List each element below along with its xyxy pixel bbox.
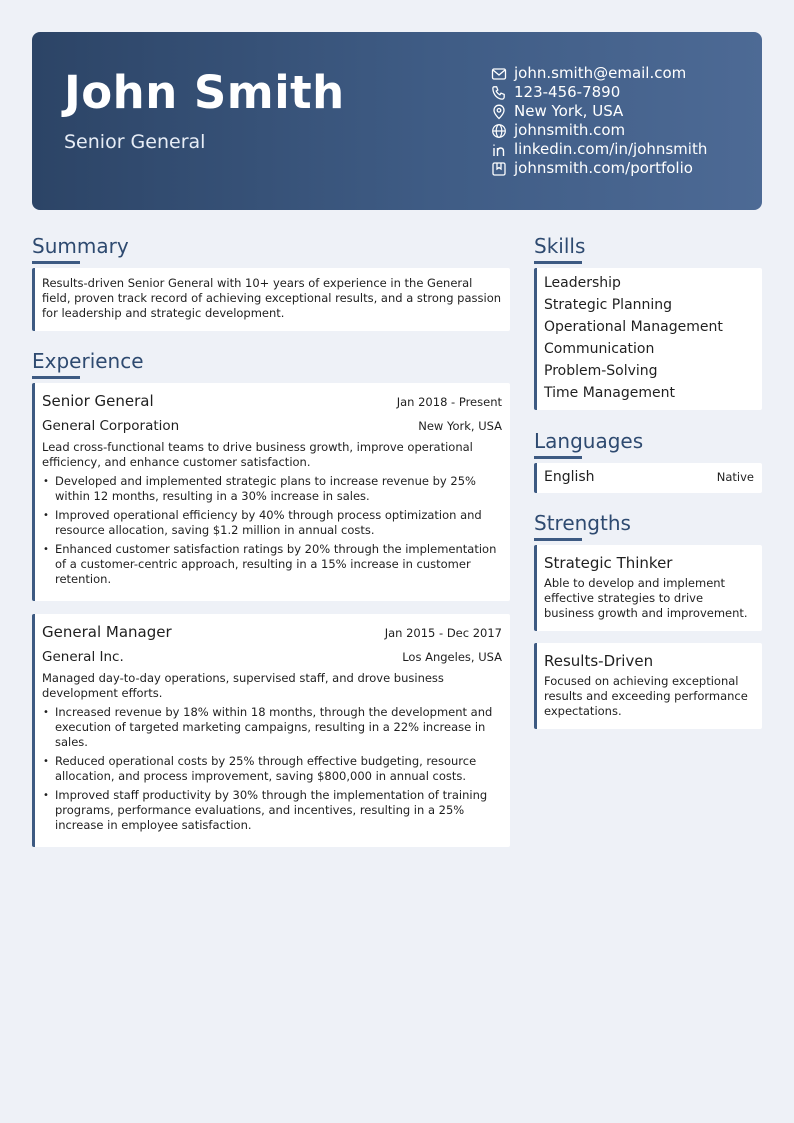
skill-item: Communication — [544, 341, 655, 357]
language-level: Native — [716, 470, 754, 484]
summary-heading-rule — [32, 261, 80, 264]
strength-description: Able to develop and implement effective strategies to drive business growth and improvement. — [544, 576, 748, 620]
skills-list — [534, 268, 762, 410]
job-title: Senior General — [42, 392, 154, 410]
skills-heading: Skills — [534, 234, 586, 258]
contact-phone[interactable] — [490, 83, 707, 102]
contact-location-text: New York, USA — [514, 102, 624, 120]
phone-icon — [490, 84, 507, 101]
job-description: Managed day-to-day operations, supervised staff, and drove business development efforts. — [42, 671, 444, 700]
location-icon — [490, 103, 507, 120]
job-location: Los Angeles, USA — [402, 650, 502, 664]
contact-portfolio-text: johnsmith.com/portfolio — [514, 159, 693, 177]
portfolio-icon — [490, 160, 507, 177]
contact-website-text: johnsmith.com — [514, 121, 626, 139]
job-bullets — [42, 705, 502, 833]
job-bullets — [42, 474, 502, 587]
job-description: Lead cross-functional teams to drive business growth, improve operational efficiency, and enhance customer satisfaction. — [42, 440, 473, 469]
skill-item: Problem-Solving — [544, 363, 658, 379]
job-bullet: • Increased revenue by 18% within 18 months, through the development and execution of targeted marketing campaigns, resulting in a 22% increase in sales. — [42, 705, 502, 750]
linkedin-icon — [490, 141, 507, 158]
language-item — [534, 463, 762, 493]
job-entry — [32, 614, 510, 847]
summary-text: Results-driven Senior General with 10+ years of experience in the General field, proven track record of achieving exceptional results, and a strong passion for leadership and strategic development. — [32, 268, 510, 331]
globe-icon — [490, 122, 507, 139]
candidate-name: John Smith — [64, 66, 345, 119]
job-title: General Manager — [42, 623, 172, 641]
contact-linkedin[interactable] — [490, 140, 707, 159]
contact-portfolio[interactable] — [490, 159, 707, 178]
side-column — [534, 232, 762, 741]
job-bullet: • Reduced operational costs by 25% through effective budgeting, resource allocation, and process improvement, saving $800,000 in annual costs. — [42, 754, 502, 784]
strengths-heading: Strengths — [534, 511, 631, 535]
experience-heading-rule — [32, 376, 80, 379]
contact-phone-text: 123-456-7890 — [514, 83, 621, 101]
language-name: English — [544, 469, 595, 485]
experience-heading: Experience — [32, 349, 144, 373]
mail-icon — [490, 65, 507, 82]
contact-email-text: john.smith@email.com — [514, 64, 687, 82]
job-bullet: • Enhanced customer satisfaction ratings by 20% through the implementation of a customer-centric approach, resulting in a 15% increase in customer retention. — [42, 542, 502, 587]
strength-item — [534, 643, 762, 729]
job-company: General Corporation — [42, 418, 180, 434]
job-bullet: • Improved staff productivity by 30% through the implementation of training programs, performance evaluations, and incentives, resulting in a 25% increase in employee satisfaction. — [42, 788, 502, 833]
candidate-title: Senior General — [64, 131, 206, 153]
job-location: New York, USA — [418, 419, 502, 433]
job-date: Jan 2015 - Dec 2017 — [384, 626, 502, 640]
skill-item: Time Management — [544, 385, 675, 401]
main-column — [32, 232, 510, 860]
skills-heading-rule — [534, 261, 582, 264]
contact-email[interactable] — [490, 64, 707, 83]
skill-item: Leadership — [544, 275, 621, 291]
job-entry — [32, 383, 510, 601]
strength-title: Strategic Thinker — [544, 554, 673, 572]
skill-item: Strategic Planning — [544, 297, 673, 313]
job-company: General Inc. — [42, 649, 124, 665]
contact-linkedin-text: linkedin.com/in/johnsmith — [514, 140, 708, 158]
contact-list — [490, 64, 707, 178]
strength-title: Results-Driven — [544, 652, 654, 670]
job-date: Jan 2018 - Present — [396, 395, 502, 409]
resume-header — [32, 32, 762, 210]
contact-location — [490, 102, 707, 121]
languages-heading: Languages — [534, 429, 644, 453]
summary-heading: Summary — [32, 234, 129, 258]
contact-website[interactable] — [490, 121, 707, 140]
languages-heading-rule — [534, 456, 582, 459]
strength-description: Focused on achieving exceptional results and exceeding performance expectations. — [544, 674, 748, 718]
strengths-heading-rule — [534, 538, 582, 541]
skill-item: Operational Management — [544, 319, 723, 335]
job-bullet: • Developed and implemented strategic plans to increase revenue by 25% within 12 months, resulting in a 30% increase in sales. — [42, 474, 502, 504]
job-bullet: • Improved operational efficiency by 40% through process optimization and resource allocation, saving $1.2 million in annual costs. — [42, 508, 502, 538]
strength-item — [534, 545, 762, 631]
